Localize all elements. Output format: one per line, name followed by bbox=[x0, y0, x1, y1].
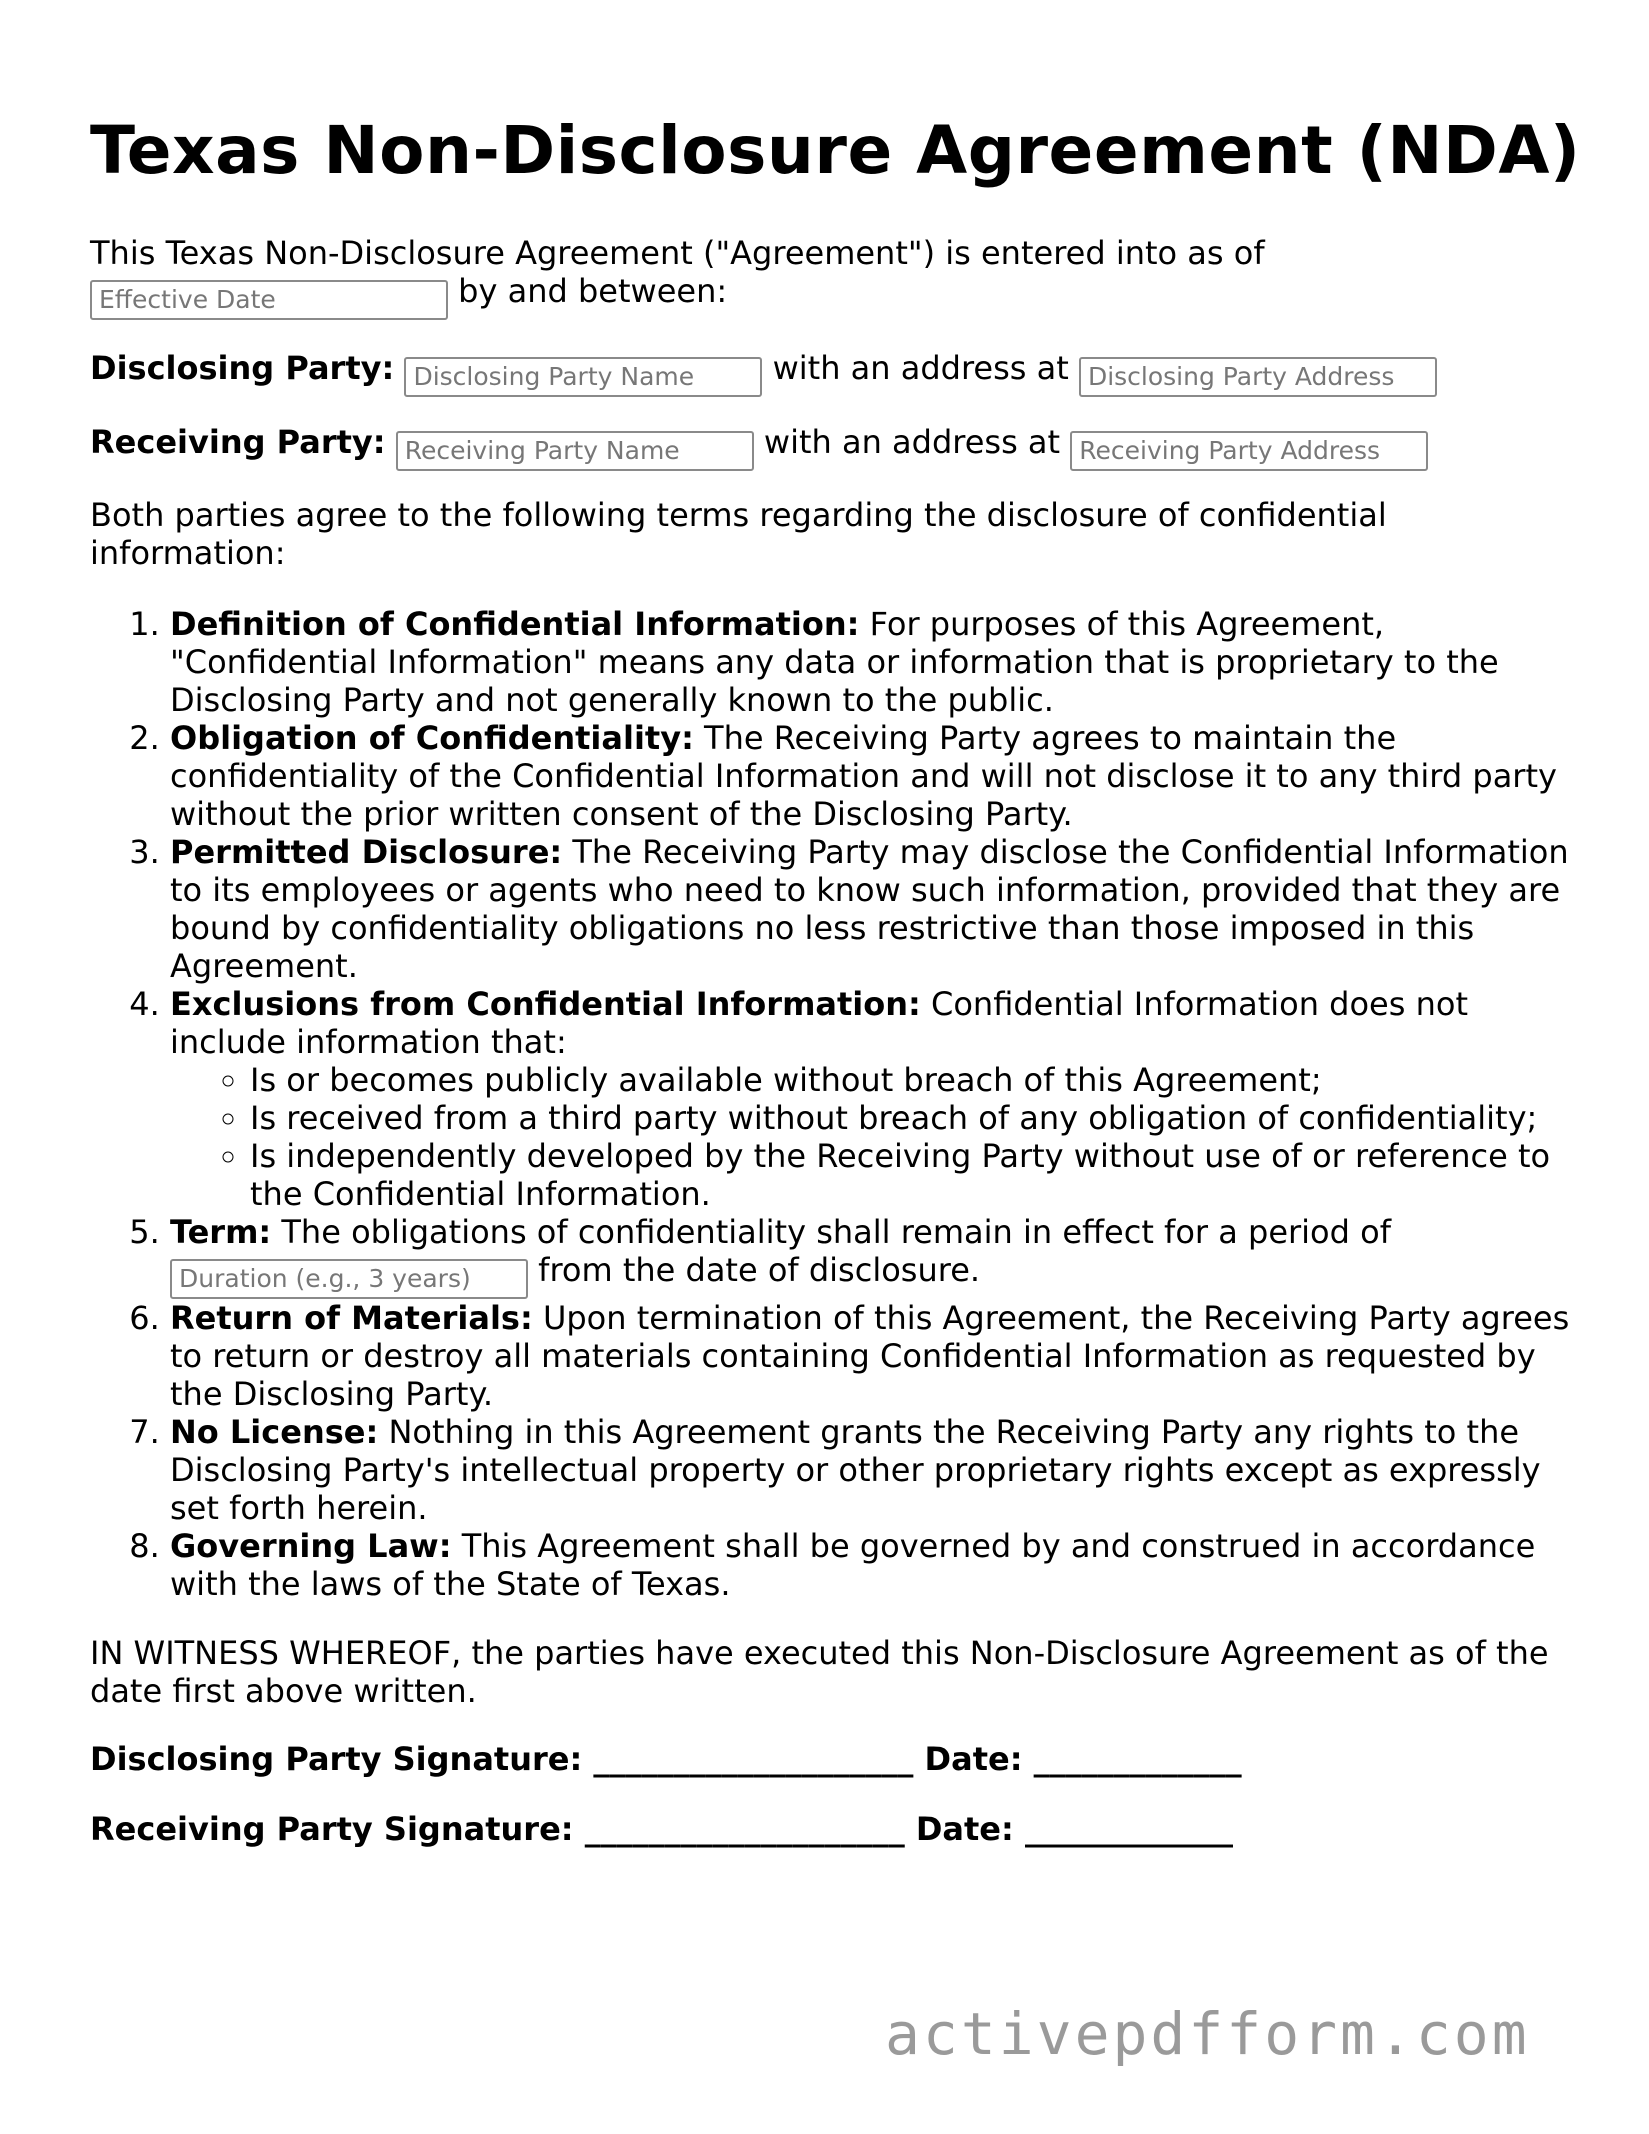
term-item bbox=[170, 985, 1570, 1213]
watermark: activepdfform.com bbox=[885, 2000, 1530, 2068]
intro-paragraph bbox=[90, 234, 1570, 320]
exclusion-item: ◦ Is independently developed by the Receiving Party without use of or reference to the Confidential Information. bbox=[250, 1137, 1570, 1213]
term-text: This Agreement shall be governed by and construed in accordance with the laws of the State of Texas. bbox=[170, 1526, 1536, 1603]
disclosing-party-address-input[interactable] bbox=[1079, 357, 1437, 397]
term-item bbox=[170, 1213, 1570, 1299]
term-text: The Receiving Party agrees to maintain the confidentiality of the Confidential Information and will not disclose it to any third party without the prior written consent of the Disclosing Party. bbox=[170, 719, 1557, 833]
intro-text: This Texas Non-Disclosure Agreement ("Agreement") is entered into as of bbox=[90, 234, 1265, 272]
effective-date-input[interactable] bbox=[90, 280, 448, 320]
term-text-after: from the date of disclosure. bbox=[538, 1251, 981, 1289]
term-heading: Exclusions from Confidential Information: bbox=[170, 985, 921, 1023]
term-item bbox=[170, 1413, 1570, 1527]
term-text: For purposes of this Agreement, "Confidential Information" means any data or information that is proprietary to the Disclosing Party and not generally known to the public. bbox=[170, 605, 1499, 719]
term-heading: Obligation of Confidentiality: bbox=[170, 719, 694, 757]
receiving-address-text: with an address at bbox=[763, 423, 1061, 461]
term-text: Confidential Information does not include information that: bbox=[170, 985, 1468, 1061]
receiving-party-name-input[interactable] bbox=[396, 431, 754, 471]
disclosing-party-label: Disclosing Party: bbox=[90, 349, 395, 387]
term-item bbox=[170, 605, 1570, 719]
receiving-party-label: Receiving Party: bbox=[90, 423, 386, 461]
receiving-party-row bbox=[90, 423, 1428, 471]
term-heading: Return of Materials: bbox=[170, 1298, 533, 1337]
term-heading: No License: bbox=[170, 1412, 379, 1451]
disclosing-signature-line: Disclosing Party Signature: ____________________ Date: _____________ bbox=[90, 1740, 1242, 1778]
term-item bbox=[170, 719, 1570, 833]
exclusion-item: ◦ Is or becomes publicly available without breach of this Agreement; bbox=[250, 1061, 1570, 1099]
term-heading: Term: bbox=[170, 1213, 272, 1251]
term-text: Upon termination of this Agreement, the Receiving Party agrees to return or destroy all materials containing Confidential Information as requested by the Disclosing Party. bbox=[170, 1298, 1570, 1413]
term-text: The obligations of confidentiality shall remain in effect for a period of bbox=[281, 1213, 1391, 1251]
duration-input[interactable] bbox=[170, 1259, 528, 1299]
receiving-party-address-input[interactable] bbox=[1070, 431, 1428, 471]
receiving-signature-line: Receiving Party Signature: ____________________ Date: _____________ bbox=[90, 1810, 1233, 1848]
term-item bbox=[170, 1299, 1570, 1413]
term-item bbox=[170, 1527, 1570, 1603]
exclusion-item: ◦ Is received from a third party without breach of any obligation of confidentiality; bbox=[250, 1099, 1570, 1137]
term-heading: Permitted Disclosure: bbox=[170, 833, 563, 871]
page-title: Texas Non-Disclosure Agreement (NDA) bbox=[90, 112, 1581, 189]
both-parties-paragraph: Both parties agree to the following terms regarding the disclosure of confidential information: bbox=[90, 496, 1387, 572]
term-heading: Governing Law: bbox=[170, 1526, 452, 1565]
exclusions-list bbox=[170, 1061, 1570, 1213]
term-text: Nothing in this Agreement grants the Receiving Party any rights to the Disclosing Party's intellectual property or other proprietary rights except as expressly set forth herein. bbox=[170, 1412, 1541, 1527]
intro-text-after: by and between: bbox=[458, 272, 728, 310]
disclosing-address-text: with an address at bbox=[772, 349, 1069, 387]
terms-list bbox=[90, 605, 1570, 1603]
witness-paragraph: IN WITNESS WHEREOF, the parties have executed this Non-Disclosure Agreement as of the date first above written. bbox=[90, 1634, 1549, 1710]
term-item bbox=[170, 833, 1570, 985]
term-heading: Definition of Confidential Information: bbox=[170, 605, 860, 643]
term-text: The Receiving Party may disclose the Confidential Information to its employees or agents who need to know such information, provided that they are bound by confidentiality obligations no less restrictive than those imposed in this Agreement. bbox=[170, 833, 1569, 985]
disclosing-party-name-input[interactable] bbox=[404, 357, 762, 397]
disclosing-party-row bbox=[90, 349, 1437, 397]
